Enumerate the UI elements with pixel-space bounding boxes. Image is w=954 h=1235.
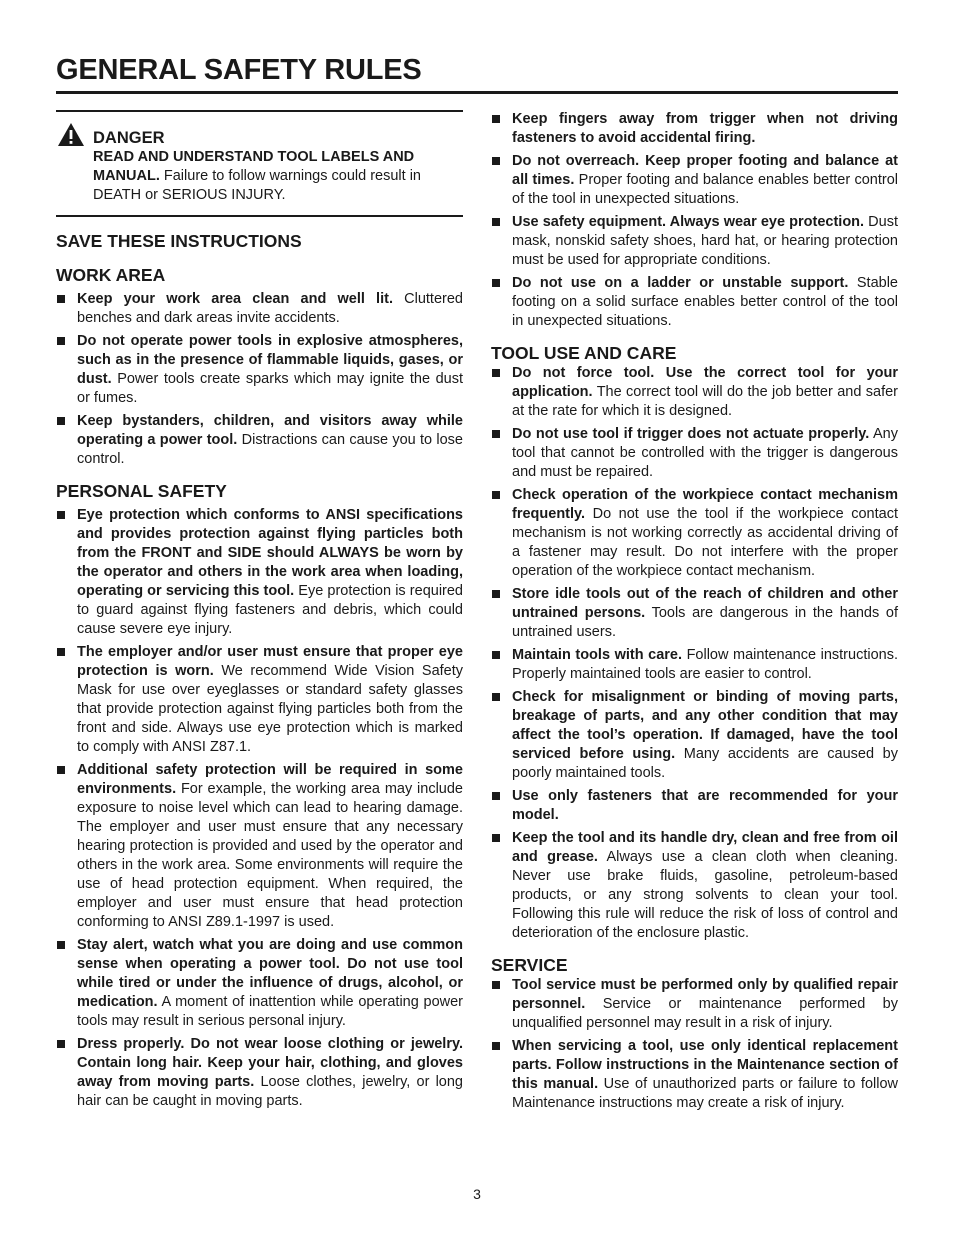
bullet-square-icon xyxy=(492,218,500,226)
service-list xyxy=(491,976,898,1113)
danger-bottom-rule xyxy=(56,215,463,217)
rule-item xyxy=(56,936,463,1031)
rule-item xyxy=(491,688,898,783)
rule-bold-text: The employer and/or user must ensure that proper eye protection is worn. xyxy=(77,644,463,679)
bullet-square-icon xyxy=(492,115,500,123)
bullet-square-icon xyxy=(492,834,500,842)
bullet-square-icon xyxy=(492,693,500,701)
rule-item xyxy=(491,787,898,825)
tool-use-heading: TOOL USE AND CARE xyxy=(491,343,677,363)
bullet-square-icon xyxy=(492,369,500,377)
rule-body-text: Follow maintenance instructions. Properly maintained tools are easier to control. xyxy=(512,647,898,682)
personal-safety-heading: PERSONAL SAFETY xyxy=(56,481,227,501)
bullet-square-icon xyxy=(57,511,65,519)
rule-body-text: Dust mask, nonskid safety shoes, hard hat, or hearing protection must be used for appropriate conditions. xyxy=(512,214,898,268)
bullet-square-icon xyxy=(492,430,500,438)
rule-bold-text: Check operation of the workpiece contact mechanism frequently. xyxy=(512,487,898,522)
rule-body-text: Distractions can cause you to lose control. xyxy=(77,432,463,467)
rule-item xyxy=(56,412,463,469)
rule-body-text: Tools are dangerous in the hands of untrained users. xyxy=(512,605,898,640)
rule-item xyxy=(56,761,463,932)
bullet-square-icon xyxy=(57,417,65,425)
rule-item xyxy=(491,976,898,1033)
rule-body-text: Eye protection is required to guard against flying fasteners and debris, which could cause severe eye injury. xyxy=(77,583,463,637)
bullet-square-icon xyxy=(492,279,500,287)
rule-body-text: Many accidents are caused by poorly maintained tools. xyxy=(512,746,899,781)
rule-item xyxy=(491,274,898,331)
rule-body-text: Stable footing on a solid surface enables better control of the tool in unexpected situations. xyxy=(512,275,898,329)
title-rule xyxy=(56,91,898,94)
rule-body-text: Power tools create sparks which may ignite the dust or fumes. xyxy=(77,371,463,406)
rule-body-text: Service or maintenance performed by unqualified personnel may result in a risk of injury. xyxy=(512,996,898,1031)
save-instructions-heading: SAVE THESE INSTRUCTIONS xyxy=(56,231,302,251)
rule-body-text: Any tool that cannot be controlled with the trigger is dangerous and must be repaired. xyxy=(512,426,898,480)
rule-item xyxy=(491,425,898,482)
rule-body-text: Do not use the tool if the workpiece contact mechanism is not working correctly as accidental driving of a fastener may result. Do not interfere with the proper operation of the workpiece contact mechanism. xyxy=(512,506,898,579)
rule-body-text: Cluttered benches and dark areas invite accidents. xyxy=(77,291,463,326)
rule-item xyxy=(491,646,898,684)
rule-bold-text: Tool service must be performed only by qualified repair personnel. xyxy=(512,977,898,1012)
rule-bold-text: Do not overreach. Keep proper footing and balance at all times. xyxy=(512,153,898,188)
bullet-square-icon xyxy=(492,491,500,499)
danger-heading: DANGER xyxy=(93,129,165,147)
rule-item xyxy=(56,332,463,408)
work-area-heading: WORK AREA xyxy=(56,265,166,285)
rule-item xyxy=(491,585,898,642)
bullet-square-icon xyxy=(57,766,65,774)
page-number: 3 xyxy=(473,1186,481,1202)
page-title: GENERAL SAFETY RULES xyxy=(56,54,422,86)
bullet-square-icon xyxy=(57,941,65,949)
rule-bold-text: Dress properly. Do not wear loose clothing or jewelry. Contain long hair. Keep your hair, clothing, and gloves away from moving parts. xyxy=(77,1036,463,1090)
service-heading: SERVICE xyxy=(491,955,568,975)
tool-use-list xyxy=(491,364,898,943)
rule-bold-text: Additional safety protection will be required in some environments. xyxy=(77,762,463,797)
bullet-square-icon xyxy=(57,648,65,656)
rule-bold-text: Do not operate power tools in explosive atmospheres, such as in the presence of flammable liquids, gases, or dust. xyxy=(77,333,463,387)
rule-bold-text: Stay alert, watch what you are doing and use common sense when operating a power tool. Do not use tool while tired or under the influence of drugs, alcohol, or medication. xyxy=(77,937,463,1010)
rule-bold-text: When servicing a tool, use only identical replacement parts. Follow instructions in the Maintenance section of this manual. xyxy=(512,1038,898,1092)
rule-bold-text: Eye protection which conforms to ANSI specifications and provides protection against flying particles both from the FRONT and SIDE should ALWAYS be worn by the operator and others in the work area when loading, operating or servicing this tool. xyxy=(77,507,463,599)
rule-bold-text: Do not force tool. Use the correct tool for your application. xyxy=(512,365,898,400)
work-area-list xyxy=(56,290,463,469)
rule-body-text: Loose clothes, jewelry, or long hair can be caught in moving parts. xyxy=(77,1074,463,1109)
rule-item xyxy=(491,1037,898,1113)
rule-item xyxy=(491,486,898,581)
rule-item xyxy=(491,213,898,270)
rule-bold-text: Store idle tools out of the reach of children and other untrained persons. xyxy=(512,586,898,621)
rule-bold-text: Maintain tools with care. xyxy=(512,647,682,663)
bullet-square-icon xyxy=(492,590,500,598)
rule-body-text: Always use a clean cloth when cleaning. Never use brake fluids, gasoline, petroleum-based products, or any strong solvents to clean your tool. Following this rule will reduce the risk of loss of control and deterioration of the enclosure plastic. xyxy=(512,849,898,941)
rule-item xyxy=(56,290,463,328)
rule-body-text: A moment of inattention while operating power tools may result in serious personal injury. xyxy=(77,994,463,1029)
rule-item xyxy=(56,1035,463,1111)
rule-item xyxy=(491,152,898,209)
warning-triangle-icon xyxy=(57,122,85,147)
rule-item xyxy=(491,110,898,148)
rule-bold-text: Keep your work area clean and well lit. xyxy=(77,291,393,307)
rule-bold-text: Keep fingers away from trigger when not driving fasteners to avoid accidental firing. xyxy=(512,111,898,146)
rule-bold-text: Keep bystanders, children, and visitors away while operating a power tool. xyxy=(77,413,463,448)
rule-bold-text: Check for misalignment or binding of moving parts, breakage of parts, and any other condition that may affect the tool’s operation. If damaged, have the tool serviced before using. xyxy=(512,689,898,762)
rule-item xyxy=(491,364,898,421)
rule-bold-text: Use only fasteners that are recommended for your model. xyxy=(512,788,898,823)
bullet-square-icon xyxy=(492,651,500,659)
bullet-square-icon xyxy=(57,337,65,345)
rule-body-text: We recommend Wide Vision Safety Mask for use over eyeglasses or standard safety glasses that provide protection against flying particles both from the front and side. Always use eye protection which is marked to comply with ANSI Z87.1. xyxy=(77,663,464,755)
danger-text: READ AND UNDERSTAND TOOL LABELS AND MANUAL. Failure to follow warnings could result in DEATH or SERIOUS INJURY. xyxy=(93,149,421,203)
rule-bold-text: Do not use on a ladder or unstable support. xyxy=(512,275,849,291)
right-column xyxy=(491,110,898,1117)
rule-item xyxy=(491,829,898,943)
rule-bold-text: Use safety equipment. Always wear eye protection. xyxy=(512,214,865,230)
bullet-square-icon xyxy=(492,792,500,800)
rule-body-text: The correct tool will do the job better and safer at the rate for which it is designed. xyxy=(512,384,898,419)
rule-body-text: Proper footing and balance enables better control of the tool in unexpected situations. xyxy=(512,172,899,207)
bullet-square-icon xyxy=(492,981,500,989)
bullet-square-icon xyxy=(492,1042,500,1050)
general-precautions-list xyxy=(491,110,898,331)
rule-bold-text: Keep the tool and its handle dry, clean and free from oil and grease. xyxy=(512,830,898,865)
bullet-square-icon xyxy=(492,157,500,165)
personal-safety-list xyxy=(56,506,463,1111)
rule-bold-text: Do not use tool if trigger does not actuate properly. xyxy=(512,426,870,442)
rule-body-text: For example, the working area may include exposure to noise level which can lead to hearing damage. The employer and user must ensure that any necessary hearing protection is provided and used by the operator and others in the work area. Some environments will require the use of head protection equipment. When required, the employer and user must ensure that head protection conforming to ANSI Z89.1-1997 is used. xyxy=(77,781,463,930)
left-column xyxy=(56,110,463,1115)
rule-body-text: Use of unauthorized parts or failure to follow Maintenance instructions may create a risk of injury. xyxy=(512,1076,898,1111)
bullet-square-icon xyxy=(57,1040,65,1048)
danger-box xyxy=(56,112,463,215)
rule-item xyxy=(56,506,463,639)
rule-item xyxy=(56,643,463,757)
bullet-square-icon xyxy=(57,295,65,303)
